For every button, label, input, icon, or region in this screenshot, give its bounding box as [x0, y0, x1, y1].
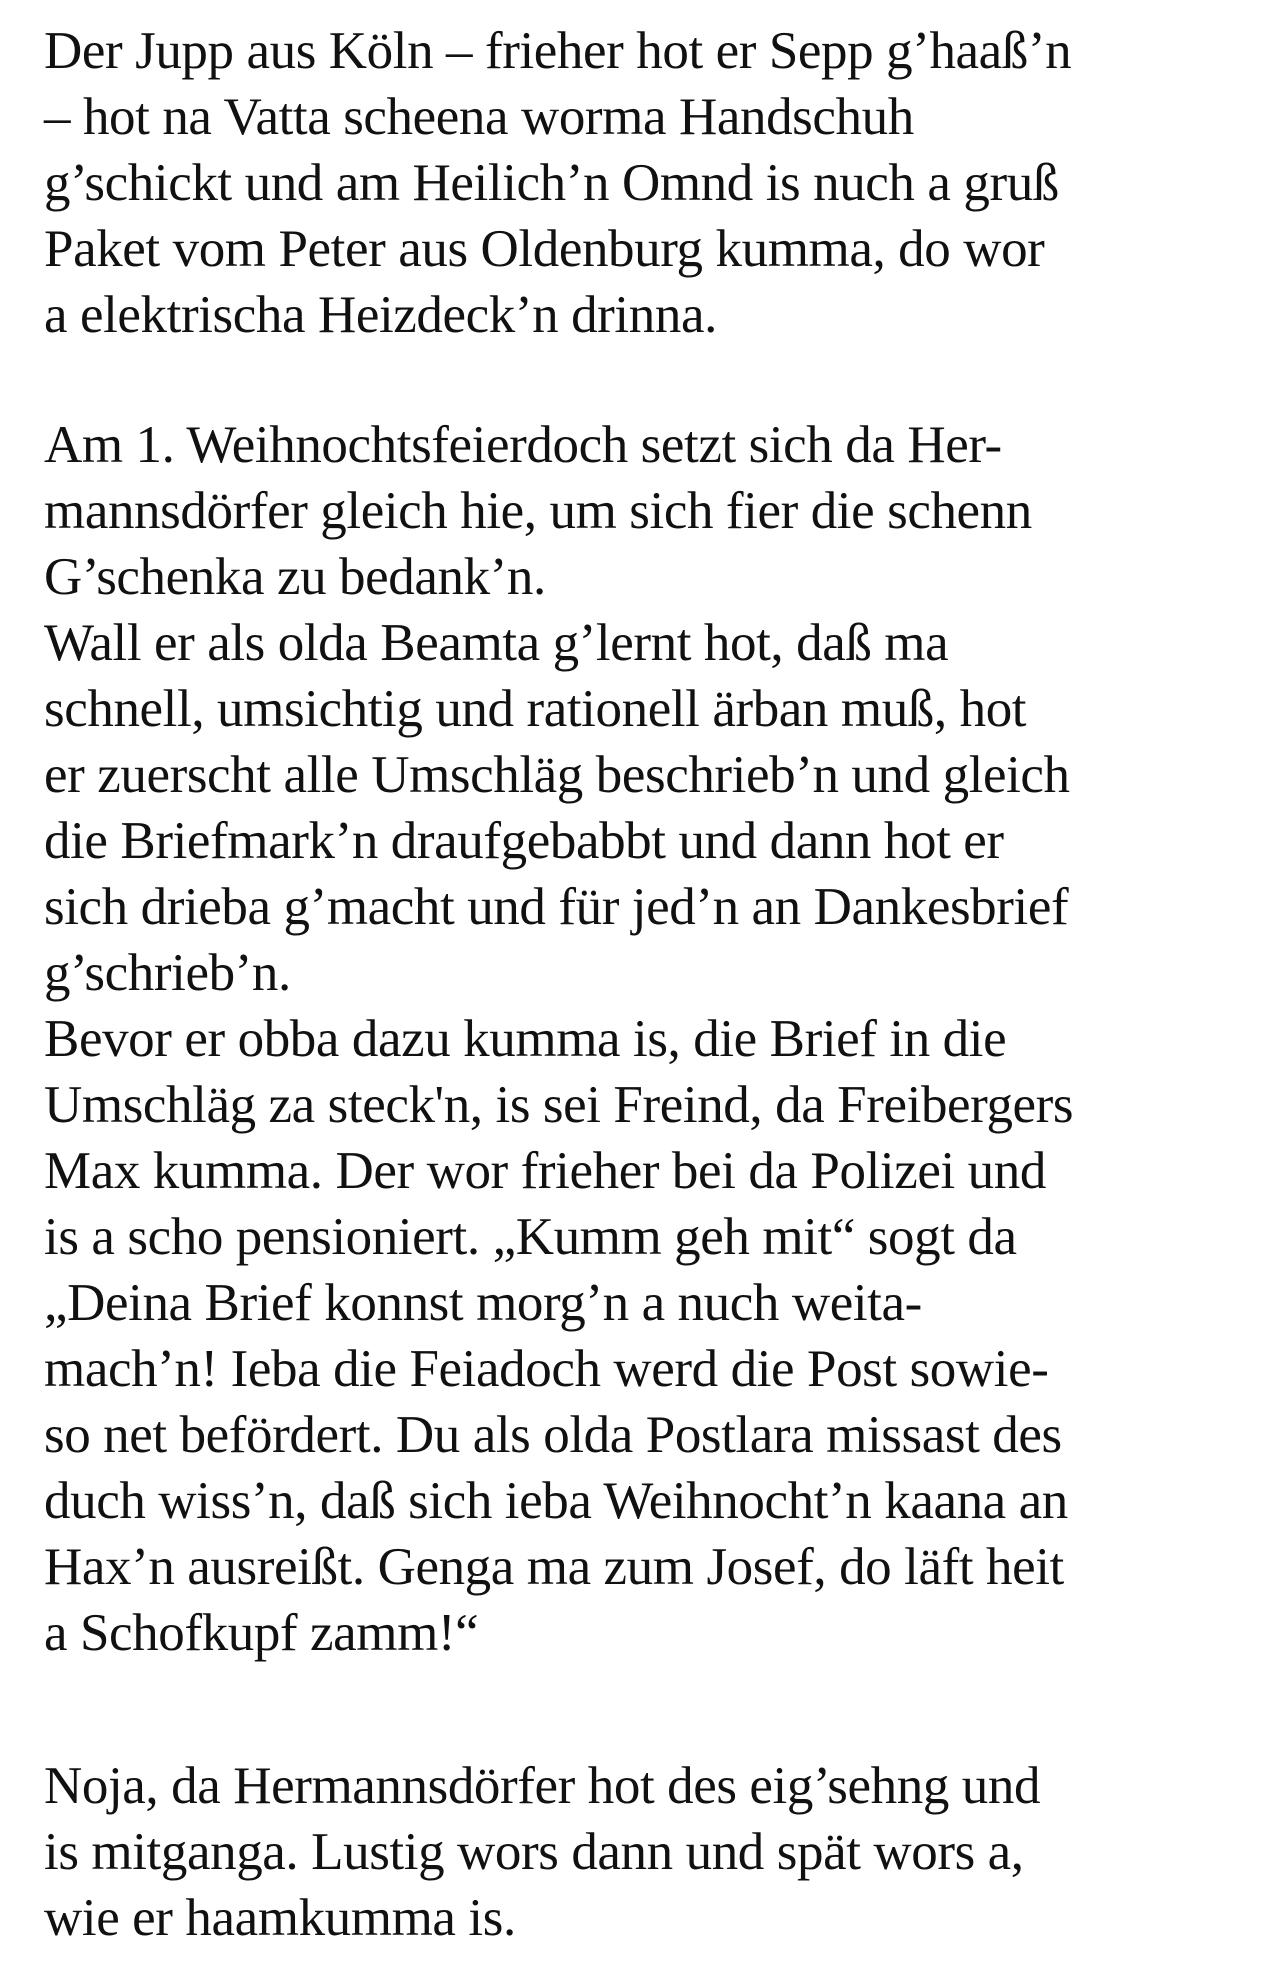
- text-line: „Deina Brief konnst morg’n a nuch weita-: [44, 1274, 922, 1332]
- text-line: duch wiss’n, daß sich ieba Weihnocht’n kaana an: [44, 1472, 1068, 1530]
- text-line: Paket vom Peter aus Oldenburg kumma, do wor: [44, 220, 1045, 278]
- text-line: so net befördert. Du als olda Postlara missast des: [44, 1406, 1062, 1464]
- paragraph-1: [44, 18, 1071, 348]
- text-line: Bevor er obba dazu kumma is, die Brief in die: [44, 1010, 1007, 1068]
- text-line: Umschläg za steck'n, is sei Freind, da Freibergers: [44, 1076, 1074, 1134]
- text-line: a Schofkupf zamm!“: [44, 1604, 479, 1662]
- text-line: sich drieba g’macht und für jed’n an Dankesbrief: [44, 878, 1069, 936]
- paragraph-2: [44, 412, 1073, 1666]
- text-line: Der Jupp aus Köln – frieher hot er Sepp g’haaß’n: [44, 22, 1072, 80]
- text-line: mannsdörfer gleich hie, um sich fier die schenn: [44, 482, 1032, 540]
- text-line: is mitganga. Lustig wors dann und spät wors a,: [44, 1823, 1024, 1881]
- text-line: die Briefmark’n draufgebabbt und dann hot er: [44, 812, 1004, 870]
- text-line: Am 1. Weihnochtsfeierdoch setzt sich da Her-: [44, 416, 1002, 474]
- text-line: g’schickt und am Heilich’n Omnd is nuch a gruß: [44, 154, 1059, 212]
- text-line: Noja, da Hermannsdörfer hot des eig’sehng und: [44, 1757, 1041, 1815]
- text-line: – hot na Vatta scheena worma Handschuh: [44, 88, 914, 146]
- text-line: mach’n! Ieba die Feiadoch werd die Post sowie-: [44, 1340, 1049, 1398]
- text-line: Hax’n ausreißt. Genga ma zum Josef, do läft heit: [44, 1538, 1064, 1596]
- text-line: wie er haamkumma is.: [44, 1889, 516, 1947]
- text-line: a elektrischa Heizdeck’n drinna.: [44, 286, 717, 344]
- text-line: Max kumma. Der wor frieher bei da Polizei und: [44, 1142, 1046, 1200]
- text-line: g’schrieb’n.: [44, 944, 291, 1002]
- text-line: G’schenka zu bedank’n.: [44, 548, 546, 606]
- paragraph-3: [44, 1753, 1040, 1951]
- text-line: is a scho pensioniert. „Kumm geh mit“ sogt da: [44, 1208, 1017, 1266]
- text-line: schnell, umsichtig und rationell ärban muß, hot: [44, 680, 1027, 738]
- text-line: Wall er als olda Beamta g’lernt hot, daß ma: [44, 614, 949, 672]
- text-line: er zuerscht alle Umschläg beschrieb’n und gleich: [44, 746, 1070, 804]
